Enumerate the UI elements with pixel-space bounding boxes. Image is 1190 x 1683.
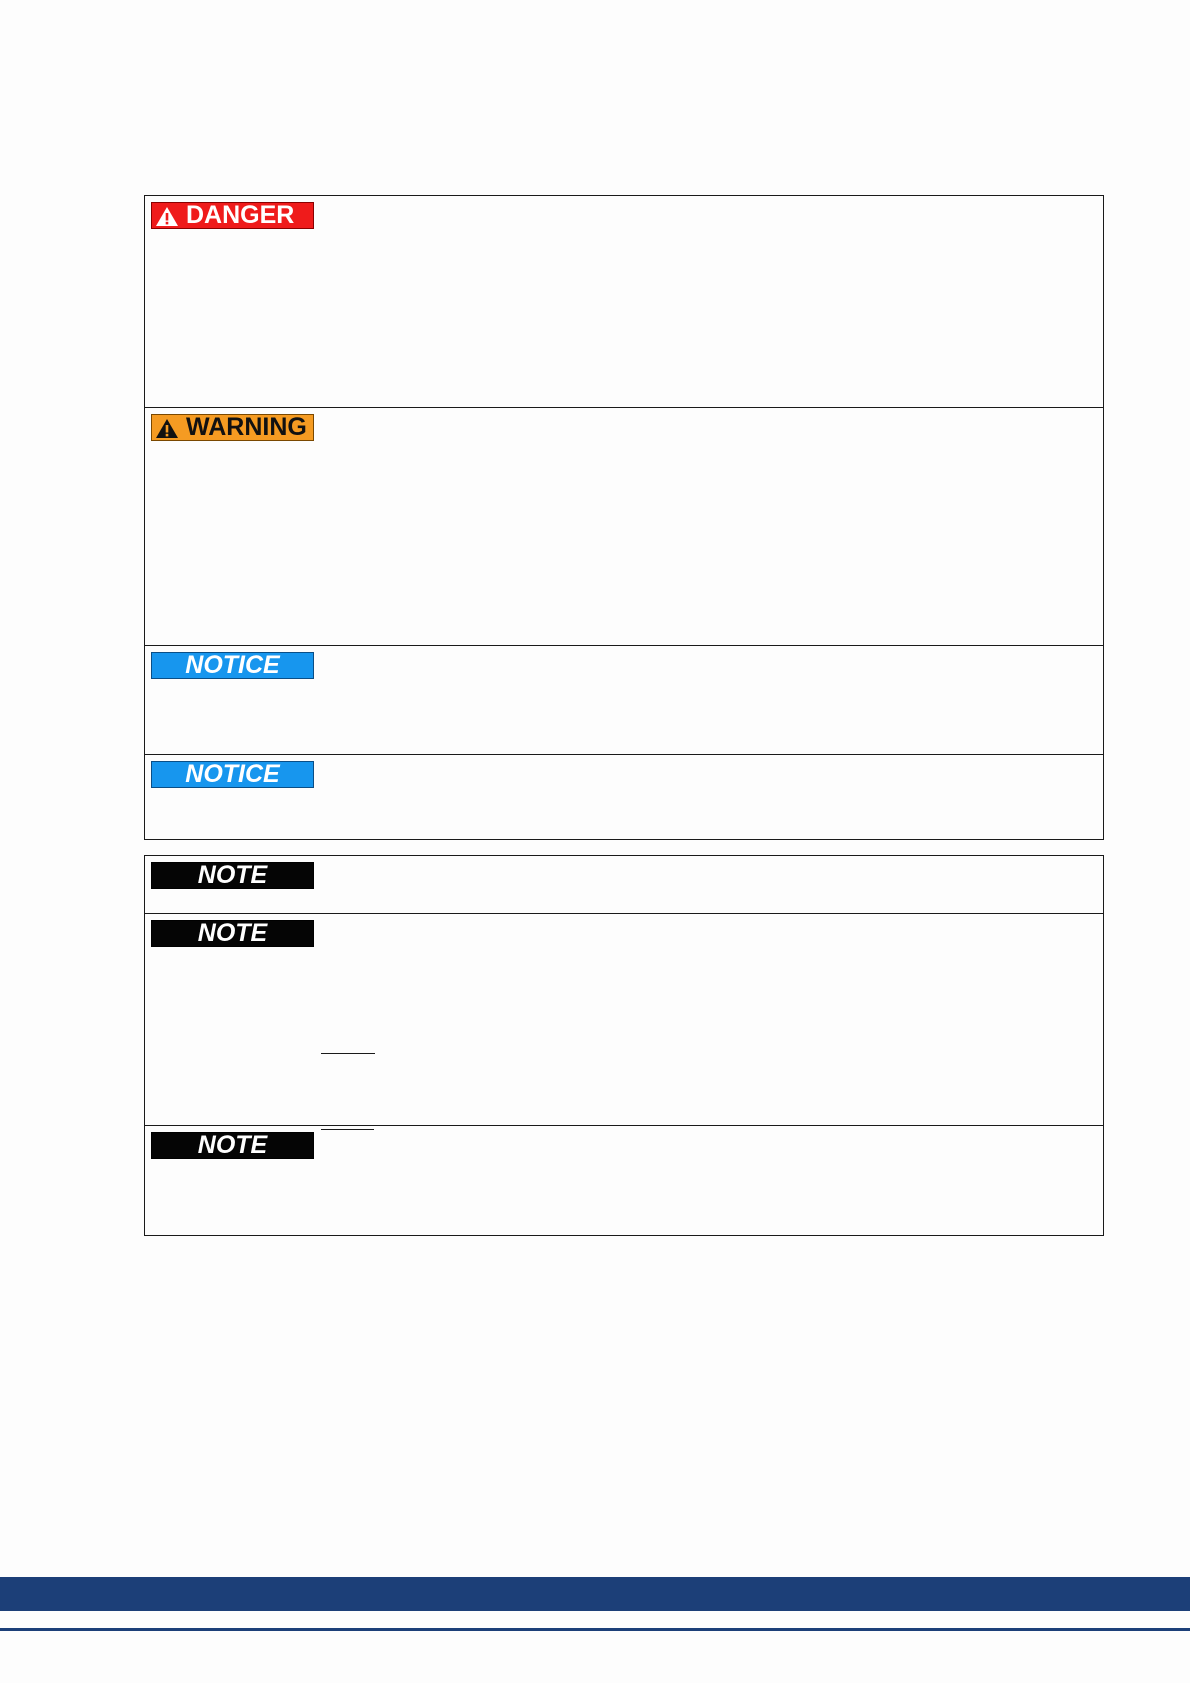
danger-signal-word: DANGER [186, 201, 295, 229]
warning-row [145, 408, 1103, 646]
note-signal-label [151, 1132, 314, 1159]
note-row-3 [145, 1126, 1103, 1235]
notice-signal-word: NOTICE [185, 651, 280, 679]
danger-signal-label [151, 202, 314, 229]
notice-signal-word: NOTICE [185, 760, 280, 788]
note-signal-word: NOTE [197, 919, 268, 947]
notes-table [144, 855, 1104, 1236]
note-signal-label [151, 862, 314, 889]
note-signal-label [151, 920, 314, 947]
note-row-1 [145, 856, 1103, 914]
safety-signal-table [144, 195, 1104, 840]
notice-row-2 [145, 755, 1103, 839]
footer-rule [0, 1628, 1190, 1631]
warning-triangle-icon [155, 205, 179, 227]
note-signal-word: NOTE [197, 861, 268, 889]
notice-signal-label [151, 761, 314, 788]
warning-signal-label [151, 414, 314, 441]
note-signal-word: NOTE [197, 1131, 268, 1159]
underline-rule [321, 1053, 375, 1054]
footer-bar [0, 1577, 1190, 1611]
danger-row [145, 196, 1103, 408]
warning-triangle-icon [155, 417, 179, 439]
warning-signal-word: WARNING [186, 413, 307, 441]
notice-signal-label [151, 652, 314, 679]
note-row-2 [145, 914, 1103, 1126]
notice-row-1 [145, 646, 1103, 755]
